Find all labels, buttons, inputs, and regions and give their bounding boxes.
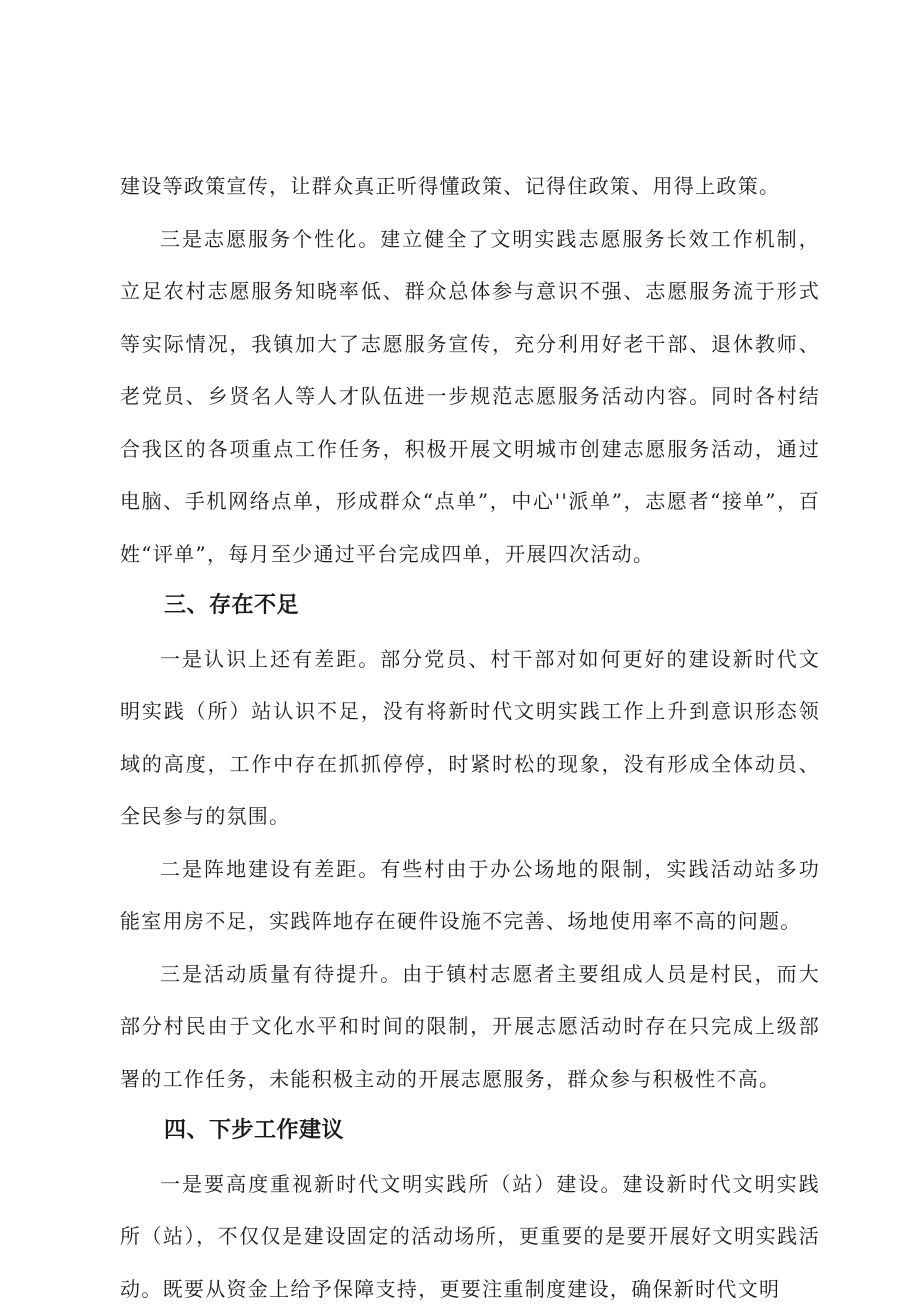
paragraph-facility-gap: 二是阵地建设有差距。有些村由于办公场地的限制，实践活动站多功能室用房不足，实践阵地存在硬件设施不完善、场地使用率不高的问题。 bbox=[120, 843, 820, 948]
paragraph-awareness-gap: 一是认识上还有差距。部分党员、村干部对如何更好的建设新时代文明实践（所）站认识不足，没有将新时代文明实践工作上升到意识形态领域的高度，工作中存在抓抓停停，时紧时松的现象，没有形成全体动员、全民参与的氛围。 bbox=[120, 633, 820, 843]
paragraph-activity-quality: 三是活动质量有待提升。由于镇村志愿者主要组成人员是村民，而大部分村民由于文化水平和时间的限制，开展志愿活动时存在只完成上级部署的工作任务，未能积极主动的开展志愿服务，群众参与积极性不高。 bbox=[120, 948, 820, 1106]
paragraph-suggestion-one: 一是要高度重视新时代文明实践所（站）建设。建设新时代文明实践所（站），不仅仅是建设固定的活动场所，更重要的是要开展好文明实践活动。既要从资金上给予保障支持，更要注重制度建设，确保新时代文明 bbox=[120, 1158, 820, 1315]
section-heading-shortcomings: 三、存在不足 bbox=[120, 580, 820, 633]
paragraph-volunteer-service: 三是志愿服务个性化。建立健全了文明实践志愿服务长效工作机制，立足农村志愿服务知晓率低、群众总体参与意识不强、志愿服务流于形式等实际情况，我镇加大了志愿服务宣传，充分利用好老干部、退休教师、老党员、乡贤名人等人才队伍进一步规范志愿服务活动内容。同时各村结合我区的各项重点工作任务，积极开展文明城市创建志愿服务活动，通过电脑、手机网络点单，形成群众“点单”，中心''派单”，志愿者“接单”，百姓“评单”，每月至少通过平台完成四单，开展四次活动。 bbox=[120, 213, 820, 581]
section-heading-suggestions: 四、下步工作建议 bbox=[120, 1105, 820, 1158]
paragraph-policy-publicity: 建设等政策宣传，让群众真正听得懂政策、记得住政策、用得上政策。 bbox=[120, 160, 820, 213]
document-body bbox=[120, 160, 820, 1315]
